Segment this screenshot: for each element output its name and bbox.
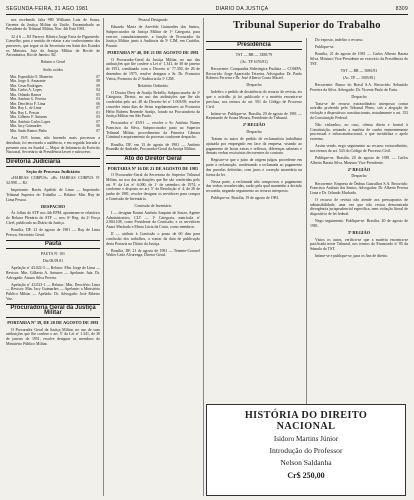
- list-item: Min. Antônio G. Pereira 03: [10, 97, 100, 102]
- paragraph: Tratam os autos de pedido de reclamatória trabalhista ajuizada por empregado em face da empresa, visando ao pagamento de horas extras e reflexos, diferenças salariais e demais verbas rescisórias decorrentes do contrato.: [206, 137, 302, 156]
- paragraph: Eduardo Mariz de Azevêdo Guimarães dos Santos, Subprocurador da Justiça Militar de 1ª Categoria, para exercer, cumulativamente, a função de Procurador da Justiça Militar junto à Auditoria da 5ª CJM, em Curitiba, Paraná.: [106, 25, 200, 48]
- page-header: [6, 4, 408, 14]
- paragraph: Publique-se. Brasília, 20 de agosto de 1981 — Carlos Alberto Barata Silva, Ministro Vice-Presidente.: [310, 155, 408, 165]
- subheading: PORTARIA Nº 39, DE 20 DE AGOSTO DE 1981: [7, 319, 99, 325]
- list-item: Min. Esperidião O. Monteiro 07: [10, 74, 100, 79]
- paragraph: Brasília, DF, em 13 de agosto de 1981 — Antônio Brandão de Andrade, Procurador-Geral da Justiça Militar.: [106, 142, 200, 152]
- subheading: Despacho: [351, 94, 367, 99]
- paragraph: Recorrente: Companhia Siderúrgica Paulista — COSIPA. Recorrido: Jorge Aparecido Teixeira. Advogados: Dr. Paulo Roberto Ferreira e Dr. José Alberto Couto Maciel.: [206, 66, 302, 81]
- subheading: Relatório Ordinário: [137, 83, 169, 88]
- subheading: (Ac. TP — 1005/81): [343, 75, 375, 80]
- subheading: PORTARIA Nº 16 DE 21 DE AGOSTO DE 1981: [107, 165, 199, 171]
- header-journal: DIARIO DA JUSTIÇA: [215, 6, 269, 12]
- paragraph: O Procurador Geral da Justiça Militar, no uso de suas atribuições que lhe confere o art. 5º da Lei nº 1.341, de 30 de janeiro de 1951, resolve designar os membros do Ministério Público Militar.: [6, 327, 100, 346]
- paragraph: Intime-se. Publique-se. Brasília, 20 de agosto de 1981 — Raymundo de Souza Moura, Presidente do Tribunal.: [206, 111, 302, 121]
- subheading: DESPACHO: [40, 203, 66, 209]
- list-item: Min. Ruy L. Pessoa 01: [10, 110, 100, 115]
- paragraph: Brasília, DF, 21 de agosto de 1981 — Tenente-Coronel Walter Leite Alvarenga, Diretor Geral.: [106, 248, 200, 258]
- list-item: Min. Gilberto F. Antunes 03: [10, 115, 100, 120]
- subheading: (Ac. TP 1676/81): [240, 59, 268, 64]
- subheading: Serão ocidos: [43, 67, 63, 72]
- paragraph: Procurador nº 45/81 — resolve o Sr. Antônio Nunes Francisco da Silva, Subprocurador junto ao Superior Tribunal Militar, procedimento da Primeira Câmara Criminal e arquivamento do processo conforme despacho.: [106, 121, 200, 140]
- ad-introducer: Nelson Saldanha: [280, 458, 332, 467]
- column-2: [106, 18, 200, 496]
- paragraph: Trata-se de recurso extraordinário interposto contra acórdão proferido pelo Tribunal Pleno, sob a alegação de violação a dispositivos constitucionais, notadamente o art. 153 da Constituição Federal.: [310, 101, 408, 120]
- subheading: Despacho: [246, 83, 262, 88]
- section-heading: Procuradoria Geral da Justiça Militar: [6, 304, 100, 317]
- paragraph: O Procurador-Geral da Justiça Militar, no uso das atribuições que lhe confere a Lei nº 1.341, de 30 de janeiro de 1951, combinado com o Decreto nº 77.350, de 26 de dezembro de 1975, resolve designar o Sr. Dr. Promotor Vieira, Promotor da 2ª Auditoria da 1ª CJM.: [106, 57, 200, 81]
- paragraph: Brasília, 21 de agosto de 1981 — Carlos Alberto Barata Silva, Ministro Vice-Presidente no exercício da Presidência do TST.: [310, 52, 408, 66]
- section-heading: Ato do Diretor Geral: [106, 155, 200, 164]
- section-heading: Pauta: [6, 240, 100, 249]
- subheading: 3ª REGIÃO: [347, 230, 371, 236]
- paragraph: Publique-se.: [315, 45, 335, 50]
- paragraph: Nessa parte, a reclamada não comprovou o pagamento das verbas reconhecidas, razão pela qual mantenho a decisão recorrida, negando seguimento ao recurso interposto.: [206, 179, 302, 194]
- name-list: [10, 75, 100, 134]
- paragraph: Nego seguimento. Publique-se. Brasília, 20 de agosto de 1981.: [310, 219, 408, 228]
- paragraph: «HABEAS CORPUS» «H» HABEAS CORPUS Nº 32.998 — RJ.: [6, 176, 100, 186]
- header-date: SEGUNDA-FEIRA, 31 AGO 1981: [6, 6, 89, 12]
- subheading: Despacho: [246, 130, 262, 135]
- list-item: Min. Orlando Ramos 05: [10, 92, 100, 97]
- paragraph: I — designar Ernani Antônio Joaquim de Souza, Agente Administrativo, CLT — 1ª Categoria, matrícula nº 2.004.108, como Presidente da Comissão; e os servidores Anaci Machado e Maria Lúcia da Costa, como membros.: [106, 211, 200, 230]
- paragraph: O Doutor Dirty de Araújo Rebello, Subprocurador de 1ª Categoria, Diretor, no uso das atribuições que lhe são conferidas pelo art. 48 do Decreto-lei nº 1.003/69, resolve conceder trinta dias de férias regulamentares ao Promotor Hélio Rubens Rezende Araújo, lotado na Procuradoria da Justiça Militar em São Paulo.: [106, 90, 200, 119]
- list-item: Min. Ruy L. de Lima 07: [10, 106, 100, 111]
- subheading: Pessoal Designado: [138, 18, 168, 22]
- list-item: Min. Saulo Ramos Pinho 07: [10, 128, 100, 133]
- paragraph: Assim sendo, nego seguimento ao recurso extraordinário, nos termos do art. 543 do Código de Processo Civil.: [310, 144, 408, 153]
- subheading: Despacho: [351, 174, 367, 179]
- subheading: TST — RR — 5085/81: [340, 68, 378, 73]
- subheading: 2ª REGIÃO: [242, 122, 266, 128]
- paragraph: Brasília, DF, 21 de agosto de 1981 — Ruy de Lima Pessoa, Secretário Geral.: [6, 227, 100, 237]
- paragraph: O Procurador-Geral da Secretaria do Superior Tribunal Militar, no uso das atribuições que lhe são conferidas pelo art. 9º da Lei nº 6.000, de 1º de setembro de 1974, e conforme o disposto no art. 5º da Resolução nº 4, de 26 de junho de 1981, resolve designar os servidores para compor a Comissão de Inventário.: [106, 173, 200, 201]
- paragraph: Não vislumbro, no caso, ofensa direta e frontal à Constituição, restando a matéria de cunho eminentemente processual e infraconstitucional, o que inviabiliza o apelo extremo.: [310, 122, 408, 142]
- paragraph: Registre-se que o juízo de origem julgou procedente em parte a reclamação, condenando a reclamada ao pagamento das parcelas deferidas, com juros e correção monetária na forma da lei.: [206, 158, 302, 177]
- paragraph: Indefiro o pedido de desistência do recurso de revista, eis que o acórdão já foi publicado e a matéria encontra-se preclusa, nos termos do art. 501 do Código de Processo Civil.: [206, 90, 302, 109]
- paragraph: Publique-se. Brasília, 19 de agosto de 1981.: [211, 196, 280, 201]
- subheading: Dia 08.09.81: [42, 259, 64, 264]
- ad-subtitle: Introdução do Professor: [269, 446, 343, 455]
- column-1: [6, 18, 100, 496]
- paragraph: Impetrante: Bacéu Apelido de Lima — Impetrado: Tribunal Superior do Trabalho — Relator: Min. Ruy de Lima Pessoa.: [6, 188, 100, 202]
- subheading: TST — RR — 3380/79: [235, 52, 273, 57]
- subheading: Comissão de Inventário: [134, 203, 172, 208]
- section-heading: Presidência: [206, 41, 302, 50]
- header-page-number: 8309: [395, 6, 408, 12]
- list-item: Min. Jorge A. Amarante 08: [10, 79, 100, 84]
- paragraph: Vistos os autos, verifica-se que a matéria encontra-se pacificada neste Tribunal, nos termos do Enunciado nº 85 da Súmula do TST.: [310, 237, 408, 252]
- column-4: [310, 38, 408, 400]
- paragraph: nos recebendo falta 980 Williams Luiz de Sousa, Gerente da Justiça Militar da União, Encaminhado ao Presidente do Tribunal Militar, Nos: 4th Está 1981.: [6, 18, 100, 32]
- ad-price: Cr$ 250,00: [287, 471, 325, 480]
- paragraph: Recorrente: Empresa de Ônibus Guarulhos S.A. Recorrido: Francisco Antônio dos Santos. Advogados: Dr. Alberto Pereira Lima e Dr. Orlando Machado.: [310, 181, 408, 195]
- subheading: PAUTA Nº 101: [41, 251, 65, 256]
- book-advertisement: [206, 404, 406, 496]
- header-divider: [6, 14, 408, 15]
- subheading: Seção de Processo Judiciário: [26, 168, 80, 174]
- subheading: PORTARIA Nº 40, DE 21 DE AGOSTO DE 1981: [107, 50, 199, 55]
- paragraph: 32 4 6 — RJ Parecer. Ribeiro Jorge Faria de Figueiredo. Conselho, para o sentido de relatar a ato conhecimento dos pareceres, que segue os da Secretaria em Saint dos Estados os Ministro. Juiz da Justiça Militar de Recife de Aeronáutica, Rio de Janeiro. RJ.: [6, 34, 100, 58]
- paragraph: Do exposto, indefiro o recurso.: [315, 38, 364, 42]
- paragraph: Às folhas do STF nos 4th EPM, apontaram-se relatórios do Relator Plenário do STF — nos: 6ª Reg. da 2ª Força Cível, publicado no Diário da Justiça.: [6, 211, 100, 225]
- subheading: Relator o Geral: [41, 60, 65, 65]
- subheading: 2ª REGIÃO: [347, 166, 371, 172]
- paragraph: Apelação nº 43.023-1 — Relator: Min. Deoclécio Lima — Revisor: Min. Jacy Guimarães — Apelante: o Ministério Público Militar — Apelado: Dr. Advogado: José Ribeiro Vaz.: [6, 282, 100, 301]
- tribunal-title: Tribunal Superior do Trabalho: [233, 20, 381, 31]
- list-item: Min. Cesar Rodrigues 09: [10, 83, 100, 88]
- list-item: Min. Deoclécio F. Lima 06: [10, 101, 100, 106]
- column-3: [206, 38, 302, 400]
- paragraph: Apelação nº 43.022-3 — Relator: Min. Jorge de Lima — Revisor: Min. Gilberto A. Antunes — Apelante: Juiz. Dr. Advogado: Amaro Silva Pereira.: [6, 266, 100, 280]
- paragraph: O recurso de revista não atende aos pressupostos de admissibilidade, uma vez que não restou demonstrada divergência jurisprudencial específica, nem violação literal de dispositivo de lei federal.: [310, 198, 408, 217]
- paragraph: Intime-se e publique-se, para os fins de direito.: [315, 254, 389, 259]
- list-item: Min. Jacy Guimarães 06: [10, 124, 100, 129]
- ad-title: HISTÓRIA DO DIREITO NACIONAL: [244, 410, 368, 432]
- paragraph: Recorrente: Banco do Brasil S.A. Recorrido: Sebastião Ferreira da Silva. Advogado: Dr. Vicente Paulo de Faria.: [310, 82, 408, 92]
- ad-author: Isidoro Martins Júnior: [273, 435, 339, 443]
- column-divider: [203, 18, 204, 496]
- section-heading: Diretoria Judiciária: [6, 158, 100, 167]
- list-item: Min. Antônio Carlos Lopes 07: [10, 119, 100, 124]
- list-item: Min. Carlos A. Lopes 04: [10, 88, 100, 93]
- paragraph: Aos 19/8 foram, não havendo mais processos a distribuir, foi encerrada a audiência, e em seguida lavrada a presente acta, eu Suzdal — Major de Infantaria do Exército Nacional, Secretário da Presidência lavrei e subscrevo.: [6, 136, 100, 155]
- paragraph: II — atribuir à Comissão o prazo de 60 dias para conclusão dos trabalhos, a contar da data de publicação desta Portaria no Diário da Justiça.: [106, 232, 200, 246]
- column-divider: [103, 18, 104, 496]
